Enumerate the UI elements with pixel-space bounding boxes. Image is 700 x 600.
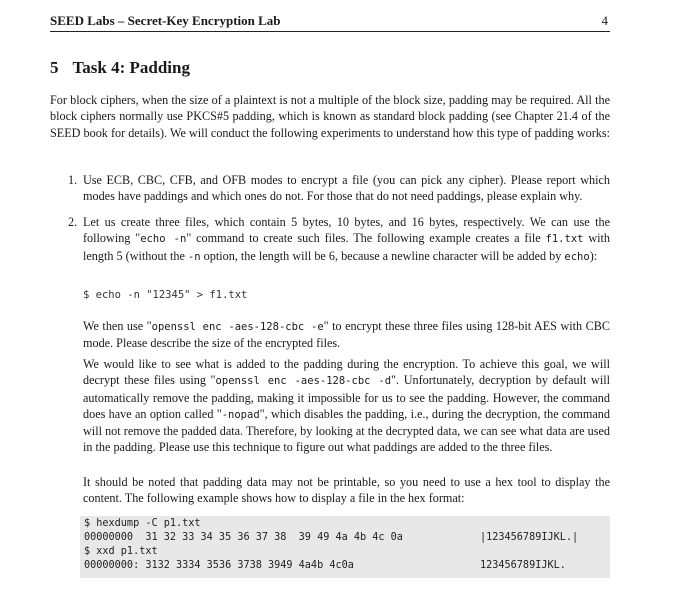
section-number: 5 (50, 58, 59, 77)
text-run: Let us create three files, which contain 5 bytes, 10 bytes, and 16 bytes, respectively. We can use the following " (83, 215, 610, 246)
text-run: ". Unfortunately, decryption by default will automatically remove the padding, making it impossible for us to see the padding. However, the command does have an option called " (83, 373, 610, 421)
hex-line-cmd2: $ xxd p1.txt (84, 546, 158, 557)
page-number: 4 (601, 13, 608, 28)
hex-output-box (80, 516, 610, 578)
inline-code: openssl enc -aes-128-cbc -d (215, 375, 392, 388)
text-run: ): (589, 248, 598, 263)
text-run: option, the length will be 6, because a newline character will be added by (200, 248, 565, 263)
inline-code: -n (187, 250, 201, 263)
inline-code: echo (564, 250, 590, 263)
note-paragraph: It should be noted that padding data may not be printable, so you need to use a hex tool to display the content. The following example shows how to display a file in the hex format: (83, 475, 610, 506)
list-item-text: Use ECB, CBC, CFB, and OFB modes to encrypt a file (you can pick any cipher). Please report which modes have paddings and which ones do not. For those that do not need paddings, please explain why. (83, 173, 610, 204)
inline-code: openssl enc -aes-128-cbc -e (151, 321, 324, 333)
intro-paragraph: For block ciphers, when the size of a plaintext is not a multiple of the block size, padding may be required. All the block ciphers normally use PKCS#5 padding, which is known as standard block padding (see Chapter 21.4 of the SEED book for details). We will conduct the following experiments to understand how this type of padding works: (50, 93, 610, 140)
section-title: Task 4: Padding (72, 58, 190, 77)
inline-code: f1.txt (545, 233, 584, 246)
list-item-1 (68, 172, 610, 205)
list-marker: 1. (68, 173, 78, 187)
text-run: We then use " (83, 319, 152, 333)
text-run: We would like to see what is added to the padding during the encryption. To achieve this goal, we will decrypt these files using " (83, 357, 610, 388)
encrypt-paragraph (83, 318, 610, 352)
list-item-2 (68, 214, 610, 265)
inline-code: -nopad (221, 408, 260, 421)
text-run: with length 5 (without the (83, 231, 610, 263)
text-run: " command to create such files. The following example creates a file (186, 231, 546, 246)
inline-code: echo -n (140, 233, 187, 246)
running-header (50, 13, 610, 32)
hex-bytes: 00000000 31 32 33 34 35 36 37 38 39 49 4a 4b 4c 0a (84, 532, 403, 543)
header-title: SEED Labs – Secret-Key Encryption Lab (50, 13, 281, 28)
command-example: $ echo -n "12345" > f1.txt (83, 289, 248, 301)
decrypt-paragraph (83, 356, 610, 456)
text-run: ", which disables the padding, i.e., during the decryption, the command will not remove the padded data. Therefore, by looking at the decrypted data, we can see what data are used in the padding. Please use this technique to figure out what paddings are added to the three files. (83, 406, 610, 455)
hex-line-output2 (84, 560, 566, 571)
list-item-text (83, 214, 610, 265)
text-run: " to encrypt these three files using 128-bit AES with CBC mode. Please describe the size of the encrypted files. (83, 319, 610, 351)
list-marker: 2. (68, 215, 78, 229)
section-heading (50, 58, 190, 78)
hex-line-cmd1: $ hexdump -C p1.txt (84, 518, 201, 529)
hex-ascii: |123456789IJKL.| (480, 532, 579, 543)
hex-ascii: 123456789IJKL. (480, 560, 566, 571)
hex-bytes: 00000000: 3132 3334 3536 3738 3949 4a4b 4c0a (84, 560, 354, 571)
hex-line-output1 (84, 532, 579, 543)
